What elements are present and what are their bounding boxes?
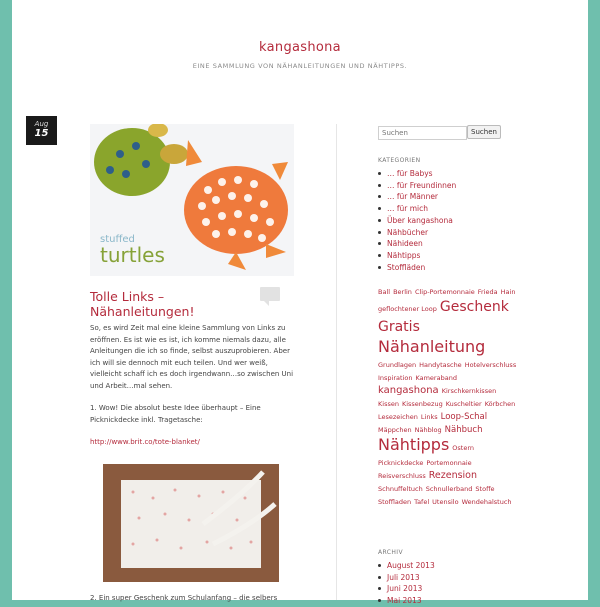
tag-link[interactable]: Clip-Portemonnaie [414,288,475,296]
post-paragraph: So, es wird Zeit mal eine kleine Sammlung von Links zu eröffnen. Es ist wie es ist, ich komme niemals dazu, alle Anleitungen die ich so finde, selbst auszuprobieren. Aber ich will sie dennoch mit euch teilen. Und wer weiß, vielleicht schaff ich es doch irgendwann…so zwischen Uni und Arbeit…mal sehen. [90,324,294,390]
tag-link[interactable]: Geschenk [439,299,509,315]
category-link[interactable]: Nähtipps [378,250,456,262]
category-link[interactable]: Stoffläden [378,262,456,274]
tag-link[interactable]: Nähbuch [444,425,483,435]
categories-list [378,168,456,273]
tag-link[interactable]: Gratis [378,319,420,335]
tag-link[interactable]: Nähtipps [378,435,450,454]
post-body [90,323,300,460]
tag-link[interactable]: Links [420,413,438,421]
tag-link[interactable]: Nähblog [414,426,442,434]
date-badge [26,116,57,145]
tag-link[interactable]: Mäppchen [378,426,412,434]
tag-link[interactable]: Portemonnaie [426,459,472,467]
tag-link[interactable]: Ostern [452,444,475,452]
post-title[interactable]: Tolle Links – Nähanleitungen! [90,289,195,319]
stuffed-turtles-image [90,124,294,276]
tag-link[interactable]: kangashona [378,385,439,396]
tag-link[interactable]: Nähanleitung [378,337,486,356]
tag-link[interactable]: Frieda [477,288,498,296]
picnic-blanket-image [103,464,279,582]
tag-link[interactable]: Utensilo [432,498,459,506]
column-divider [336,124,337,600]
archive-title: ARCHIV [378,549,403,556]
tag-link[interactable]: Loop-Schal [440,412,488,422]
post-featured-image[interactable] [90,124,294,276]
page [12,0,588,606]
image-caption-stuffed: stuffed [100,234,135,245]
tag-link[interactable]: Stoffe [475,485,495,493]
site-title[interactable]: kangashona [259,40,341,55]
tag-link[interactable]: Kuscheltier [445,400,482,408]
post-paragraph: 2. Ein super Geschenk zum Schulanfang – die selbers [90,594,278,602]
image-caption-turtles: turtles [100,243,165,267]
tag-link[interactable]: Körbchen [484,400,516,408]
tag-link[interactable]: Kirschkernkissen [441,387,497,395]
categories-title: KATEGORIEN [378,157,421,164]
tag-link[interactable]: Reisverschluss [378,472,426,480]
tag-link[interactable]: Picknickdecke [378,459,424,467]
category-link[interactable]: … für Männer [378,191,456,203]
tag-link[interactable]: geflochtener Loop [378,305,437,313]
search-button[interactable]: Suchen [467,125,501,139]
archive-link[interactable]: Juni 2013 [378,583,435,595]
tag-link[interactable]: Schnuffeltuch [378,485,423,493]
site-description: EINE SAMMLUNG VON NÄHANLEITUNGEN UND NÄHTIPPS. [192,62,408,70]
tag-link[interactable]: Hain [500,288,516,296]
search-input[interactable] [378,126,467,140]
tag-link[interactable]: Kameraband [415,374,457,382]
archive-link[interactable]: Juli 2013 [378,572,435,584]
post-paragraph: 1. Wow! Die absolut beste Idee überhaupt – Eine Picknickdecke inkl. Tragetasche: [90,404,261,424]
tag-link[interactable]: Ball [378,288,391,296]
archive-link[interactable]: Mai 2013 [378,595,435,607]
tag-link[interactable]: Rezension [428,470,478,481]
tag-link[interactable]: Stoffladen [378,498,412,506]
tag-link[interactable]: Tafel [414,498,430,506]
comment-icon[interactable] [260,287,280,301]
category-link[interactable]: … für mich [378,203,456,215]
category-link[interactable]: … für Babys [378,168,456,180]
date-month: Aug [34,120,49,128]
post-inline-image[interactable] [103,464,279,582]
archive-link[interactable]: August 2013 [378,560,435,572]
tag-link[interactable]: Handytasche [419,361,462,369]
tag-link[interactable]: Lesezeichen [378,413,418,421]
tag-link[interactable]: Berlin [393,288,412,296]
tag-link[interactable]: Grundlagen [378,361,417,369]
category-link[interactable]: Nähbücher [378,227,456,239]
tag-link[interactable]: Kissenbezug [401,400,443,408]
tag-cloud [378,284,522,507]
tag-link[interactable]: Hotelverschluss [464,361,517,369]
post-link[interactable]: http://www.brit.co/tote-blanket/ [90,438,200,446]
category-link[interactable]: Über kangashona [378,215,456,227]
category-link[interactable]: … für Freundinnen [378,180,456,192]
tag-link[interactable]: Wendehalstuch [461,498,512,506]
tag-link[interactable]: Kissen [378,400,399,408]
tag-link[interactable]: Schnullerband [425,485,473,493]
date-day: 15 [34,128,49,139]
tag-link[interactable]: Inspiration [378,374,413,382]
category-link[interactable]: Nähideen [378,238,456,250]
